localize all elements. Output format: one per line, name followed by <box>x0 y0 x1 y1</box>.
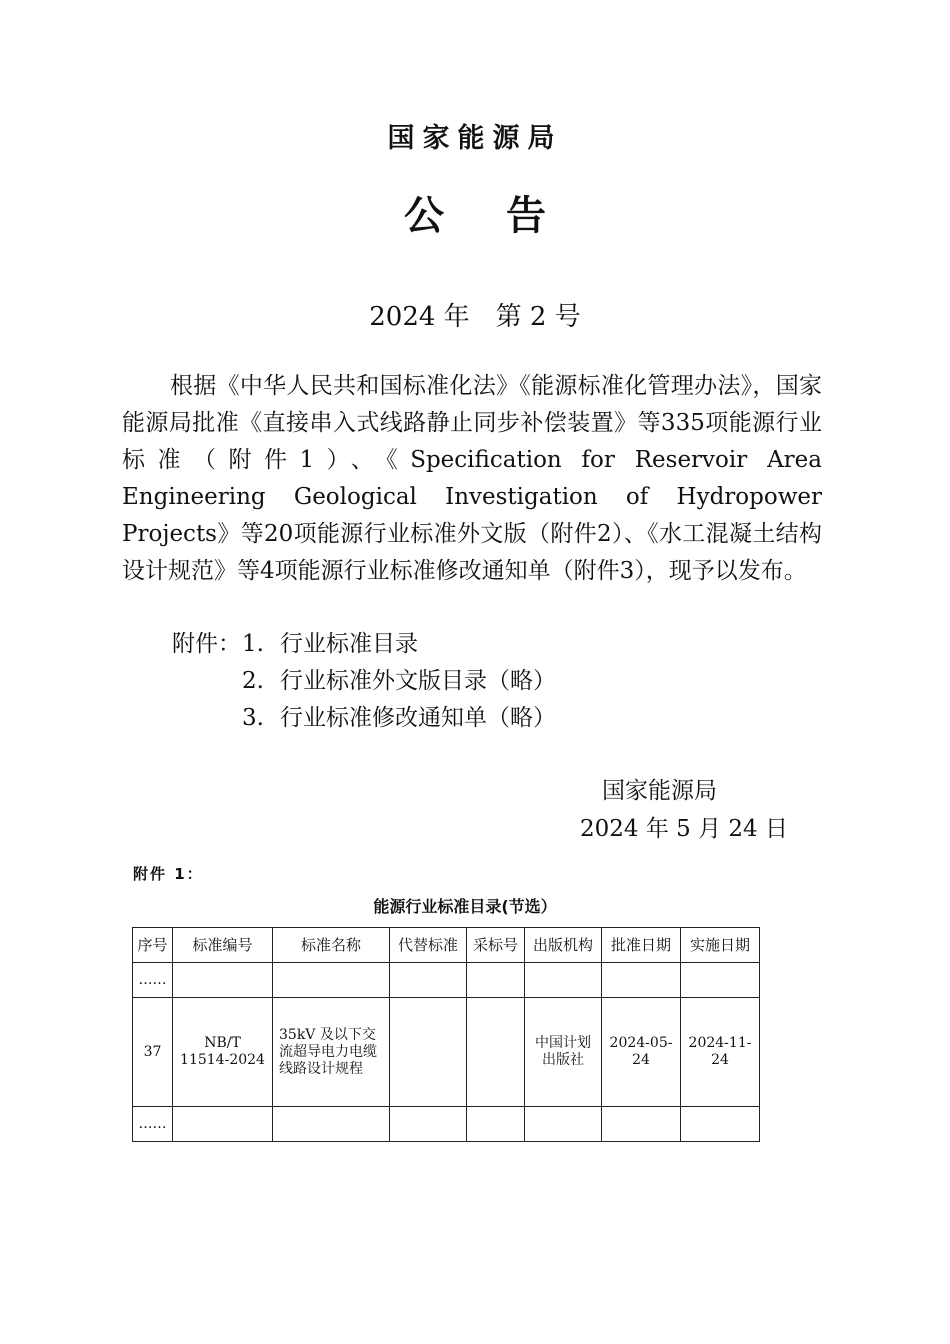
attachment-number: 2. <box>242 668 264 694</box>
standard-code-cell: NB/T 11514-2024 <box>173 998 273 1107</box>
adopted-cell <box>467 998 525 1107</box>
attachment-text: 行业标准目录 <box>280 631 418 657</box>
attachment-item <box>172 700 556 737</box>
attachment-item <box>172 663 556 700</box>
column-header: 标准名称 <box>273 928 390 963</box>
ellipsis-cell: …… <box>133 963 173 998</box>
announcement-body-paragraph: 根据《中华人民共和国标准化法》《能源标准化管理办法》，国家能源局批准《直接串入式线路静止同步补偿装置》等335项能源行业标准（附件1）、《Specification for Reservoir Area Engineering Geological Investigation of Hydropower Projects》等20项能源行业标准外文版（附件2）、《水工混凝土结构设计规范》等4项能源行业标准修改通知单（附件3），现予以发布。 <box>122 373 822 584</box>
column-header: 代替标准 <box>390 928 467 963</box>
seq-cell: 37 <box>133 998 173 1107</box>
column-header: 采标号 <box>467 928 525 963</box>
attachments-list <box>172 626 556 737</box>
approved-date-cell: 2024-05-24 <box>602 998 681 1107</box>
column-header: 实施日期 <box>681 928 760 963</box>
attachment-text: 行业标准外文版目录（略） <box>280 668 556 694</box>
column-header: 出版机构 <box>525 928 602 963</box>
issuing-organization-header: 国家能源局 <box>387 123 563 154</box>
attachment-text: 行业标准修改通知单（略） <box>280 705 556 731</box>
standards-table <box>132 927 760 1142</box>
column-header: 序号 <box>133 928 173 963</box>
replaces-cell <box>390 998 467 1107</box>
publisher-cell: 中国计划 出版社 <box>525 998 602 1107</box>
attachment-number: 3. <box>242 705 264 731</box>
attachment-number: 1. <box>242 631 264 657</box>
table-row-ellipsis <box>133 1107 760 1142</box>
attachment-item <box>172 626 556 663</box>
effective-date-cell: 2024-11-24 <box>681 998 760 1107</box>
table-row-ellipsis <box>133 963 760 998</box>
document-type-title: 公告 <box>404 193 608 239</box>
standard-name-cell: 35kV 及以下交流超导电力电缆线路设计规程 <box>273 998 390 1107</box>
table-row <box>133 998 760 1107</box>
signature-organization: 国家能源局 <box>602 778 717 804</box>
column-header: 标准编号 <box>173 928 273 963</box>
annex-label: 附件 1： <box>133 865 204 883</box>
table-header-row <box>133 928 760 963</box>
ellipsis-cell: …… <box>133 1107 173 1142</box>
column-header: 批准日期 <box>602 928 681 963</box>
table-title: 能源行业标准目录(节选） <box>373 897 557 916</box>
signature-date: 2024 年 5 月 24 日 <box>580 816 788 842</box>
document-number: 2024 年 第 2 号 <box>369 302 581 332</box>
attachments-label: 附件： <box>172 631 241 657</box>
